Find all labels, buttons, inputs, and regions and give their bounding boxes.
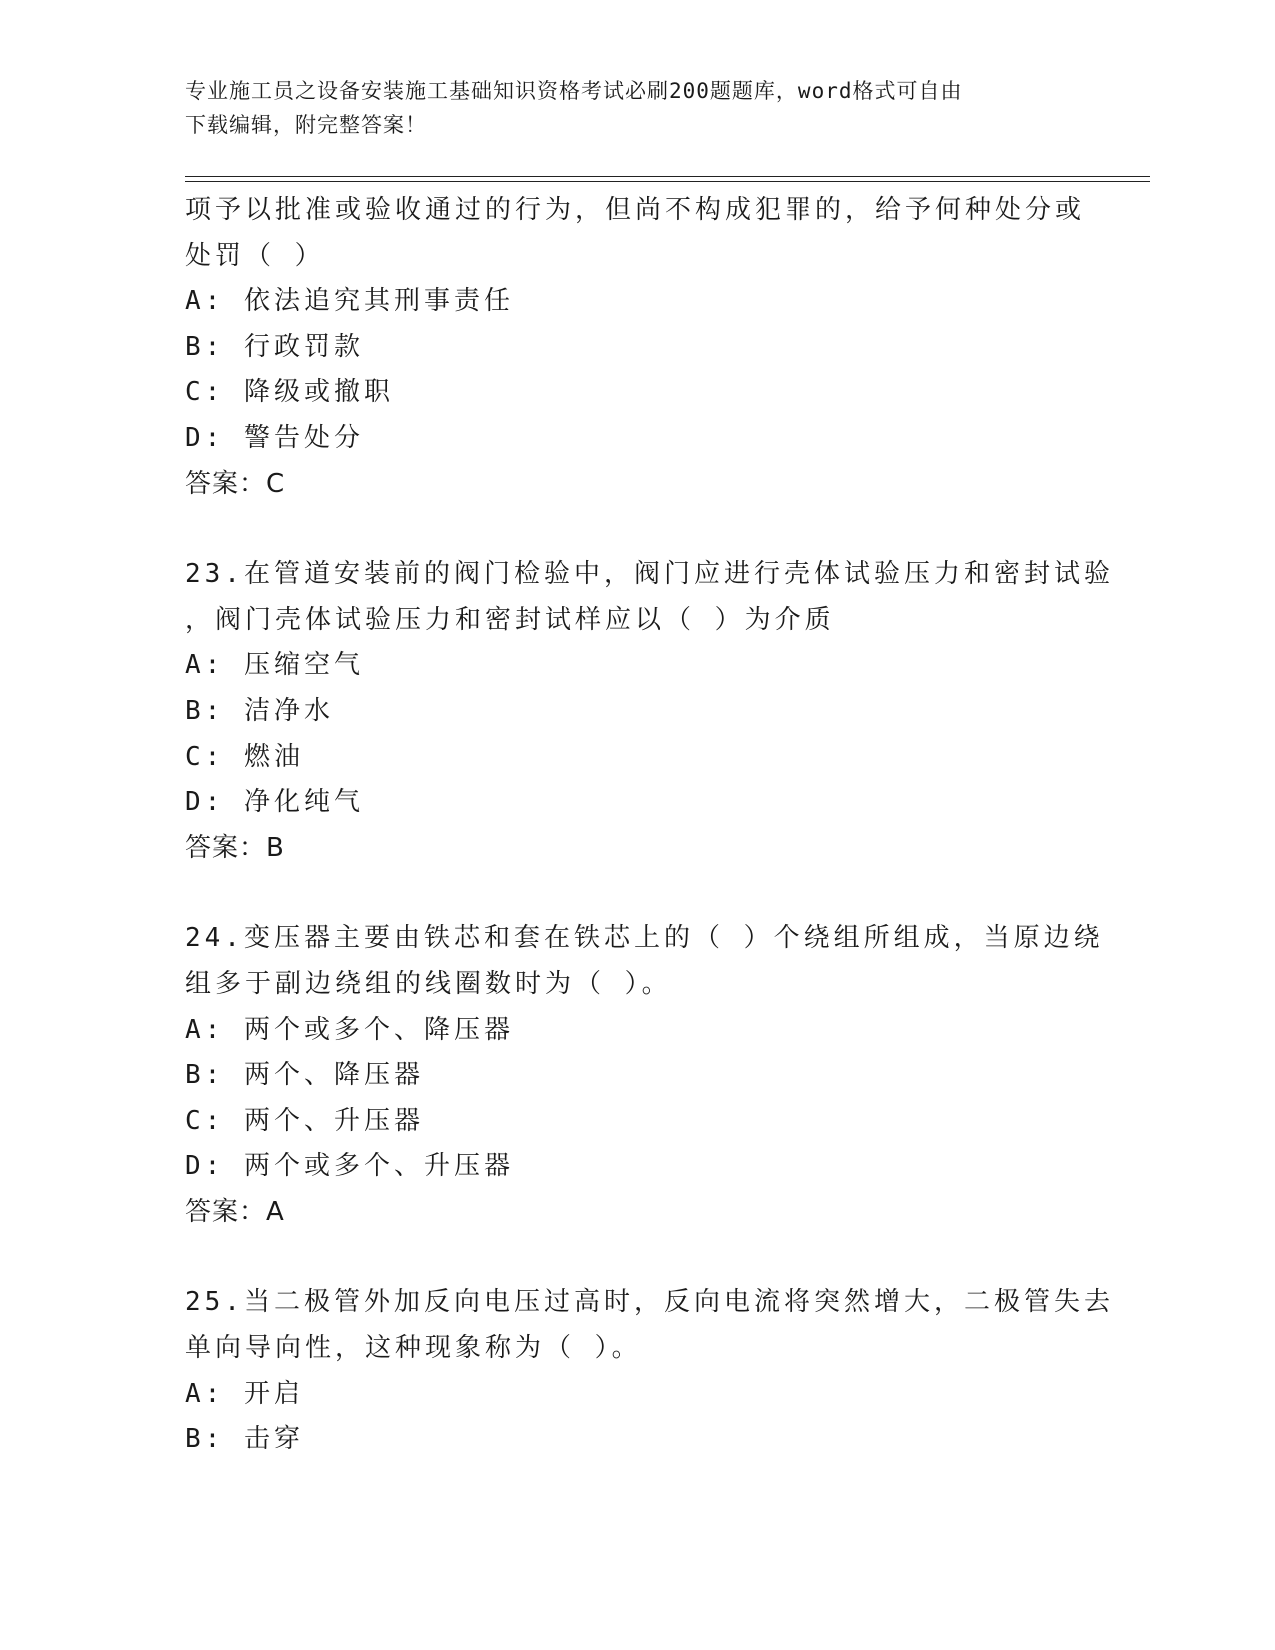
- question-22: [185, 188, 1085, 507]
- option-a: A: 开启: [185, 1378, 304, 1409]
- option-d: D: 净化纯气: [185, 787, 364, 818]
- question-stem-line: 25.当二极管外加反向电压过高时，反向电流将突然增大，二极管失去: [185, 1287, 1114, 1318]
- question-stem-line: 项予以批准或验收通过的行为，但尚不构成犯罪的，给予何种处分或: [185, 195, 1086, 225]
- question-23: [185, 552, 1114, 871]
- question-stem-line: 23.在管道安装前的阀门检验中，阀门应进行壳体试验压力和密封试验: [185, 559, 1114, 590]
- question-stem-line: ，阀门壳体试验压力和密封试样应以（ ）为介质: [185, 604, 835, 635]
- option-b: B: 洁净水: [185, 695, 334, 726]
- option-b: B: 行政罚款: [185, 331, 364, 362]
- answer-line: 答案：B: [185, 832, 285, 863]
- option-a: A: 两个或多个、降压器: [185, 1014, 514, 1045]
- document-header: [185, 74, 1065, 142]
- question-spacer: [185, 871, 1085, 916]
- option-b: B: 两个、降压器: [185, 1060, 424, 1091]
- answer-line: 答案：A: [185, 1196, 285, 1227]
- question-stem-line: 单向导向性，这种现象称为（ ）。: [185, 1333, 642, 1364]
- question-list: [185, 188, 1114, 1463]
- option-d: D: 警告处分: [185, 422, 364, 453]
- option-a: A: 压缩空气: [185, 650, 364, 681]
- question-stem-line: 组多于副边绕组的线圈数时为（ ）。: [185, 968, 672, 999]
- question-spacer: [185, 507, 1085, 552]
- option-a: A: 依法追究其刑事责任: [185, 286, 514, 317]
- header-rule-top: [185, 176, 1150, 177]
- question-spacer: [185, 1235, 1085, 1280]
- option-c: C: 两个、升压器: [185, 1105, 424, 1136]
- option-c: C: 燃油: [185, 741, 304, 772]
- answer-line: 答案：C: [185, 468, 286, 499]
- question-stem-line: 24.变压器主要由铁芯和套在铁芯上的（ ）个绕组所组成，当原边绕: [185, 923, 1104, 954]
- option-d: D: 两个或多个、升压器: [185, 1151, 514, 1182]
- header-line-1: 专业施工员之设备安装施工基础知识资格考试必刷200题题库，word格式可自由: [185, 79, 963, 103]
- header-line-2: 下载编辑，附完整答案！: [185, 113, 427, 137]
- question-stem-line: 处罚（ ）: [185, 240, 325, 271]
- question-25: [185, 1280, 1114, 1462]
- option-b: B: 击穿: [185, 1424, 304, 1455]
- header-rule-bottom: [185, 181, 1150, 182]
- option-c: C: 降级或撤职: [185, 377, 394, 408]
- question-24: [185, 916, 1104, 1235]
